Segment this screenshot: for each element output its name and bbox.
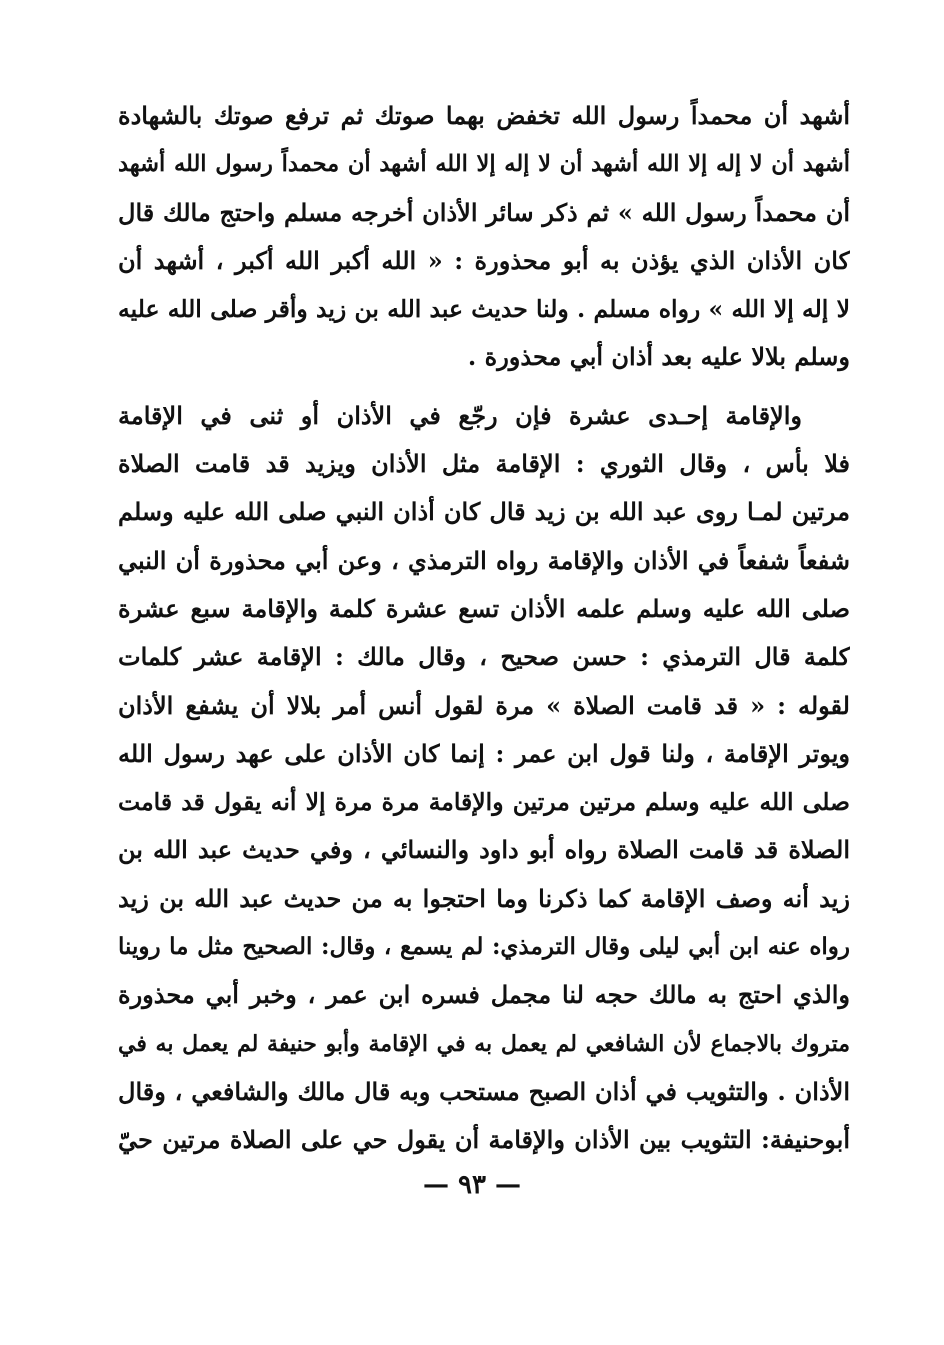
text-line: وسلم بلالا عليه بعد أذان أبي محذورة . bbox=[467, 342, 850, 372]
paragraph-gap bbox=[118, 382, 850, 392]
text-line: أن محمداً رسول الله » ثم ذكر سائر الأذان أخرجه مسلم واحتج مالك قال bbox=[118, 197, 850, 227]
text-line: ويوتر الإقامة ، ولنا قول ابن عمر : إنما كان الأذان على عهد رسول الله bbox=[118, 738, 850, 768]
text-line: لا إله إلا الله » رواه مسلم . ولنا حديث عبد الله بن زيد وأقر صلى الله عليه bbox=[118, 295, 850, 324]
text-line: أشهد أن لا إله إلا الله أشهد أن لا إله إلا الله أشهد أن محمداً رسول الله أشهد bbox=[118, 151, 850, 178]
text-line: شفعاً شفعاً في الأذان والإقامة رواه الترمذي ، وعن أبي محذورة أن النبي bbox=[118, 545, 850, 575]
text-line: الصلاة قد قامت الصلاة رواه أبو داود والنسائي ، وفي حديث عبد الله بن bbox=[118, 835, 850, 865]
text-line: متروك بالاجماع لأن الشافعي لم يعمل به في الإقامة وأبو حنيفة لم يعمل به في bbox=[118, 1030, 850, 1057]
text-line: أشهد أن محمداً رسول الله تخفض بهما صوتك ثم ترفع صوتك بالشهادة bbox=[118, 101, 850, 130]
text-line: زيد أنه وصف الإقامة كما ذكرنا وما احتجوا به من حديث عبد الله بن زيد bbox=[118, 883, 850, 913]
body-text bbox=[118, 92, 850, 1165]
text-line: أبوحنيفة: التثويب بين الأذان والإقامة أن يقول حي على الصلاة مرتين حيّ bbox=[118, 1125, 850, 1155]
text-line: كلمة قال الترمذي : حسن صحيح ، وقال مالك : الإقامة عشر كلمات bbox=[118, 642, 850, 672]
text-line: صلى الله عليه وسلم علمه الأذان تسع عشرة كلمة والإقامة سبع عشرة bbox=[118, 593, 850, 623]
text-line: فلا بأس ، وقال الثوري : الإقامة مثل الأذان ويزيد قد قامت الصلاة bbox=[118, 449, 850, 479]
text-line: الأذان . والتثويب في أذان الصبح مستحب وبه قال مالك والشافعي ، وقال bbox=[118, 1076, 850, 1106]
text-line: مرتين لمـا روى عبد الله بن زيد قال كان أذان النبي صلى الله عليه وسلم bbox=[118, 497, 850, 527]
text-line: والإقامة إحـدى عشرة فإن رجّع في الأذان أو ثنى في الإقامة bbox=[118, 400, 802, 430]
page-number: — ٩٣ — bbox=[422, 1170, 522, 1200]
text-line: صلى الله عليه وسلم مرتين مرتين والإقامة مرة مرة إلا أنه يقول قد قامت bbox=[118, 788, 850, 817]
text-line: لقوله : « قد قامت الصلاة » مرة لقول أنس أمر بلالا أن يشفع الأذان bbox=[118, 690, 850, 720]
text-line: رواه عنه ابن أبي ليلى وقال الترمذي: لم يسمع ، وقال: الصحيح مثل ما روينا bbox=[118, 933, 850, 961]
text-line: والذي احتج به مالك حجه لنا مجمل فسره ابن عمر ، وخبر أبي محذورة bbox=[118, 980, 850, 1010]
text-line: كان الأذان الذي يؤذن به أبو محذورة : « الله أكبر الله أكبر ، أشهد أن bbox=[118, 245, 850, 275]
